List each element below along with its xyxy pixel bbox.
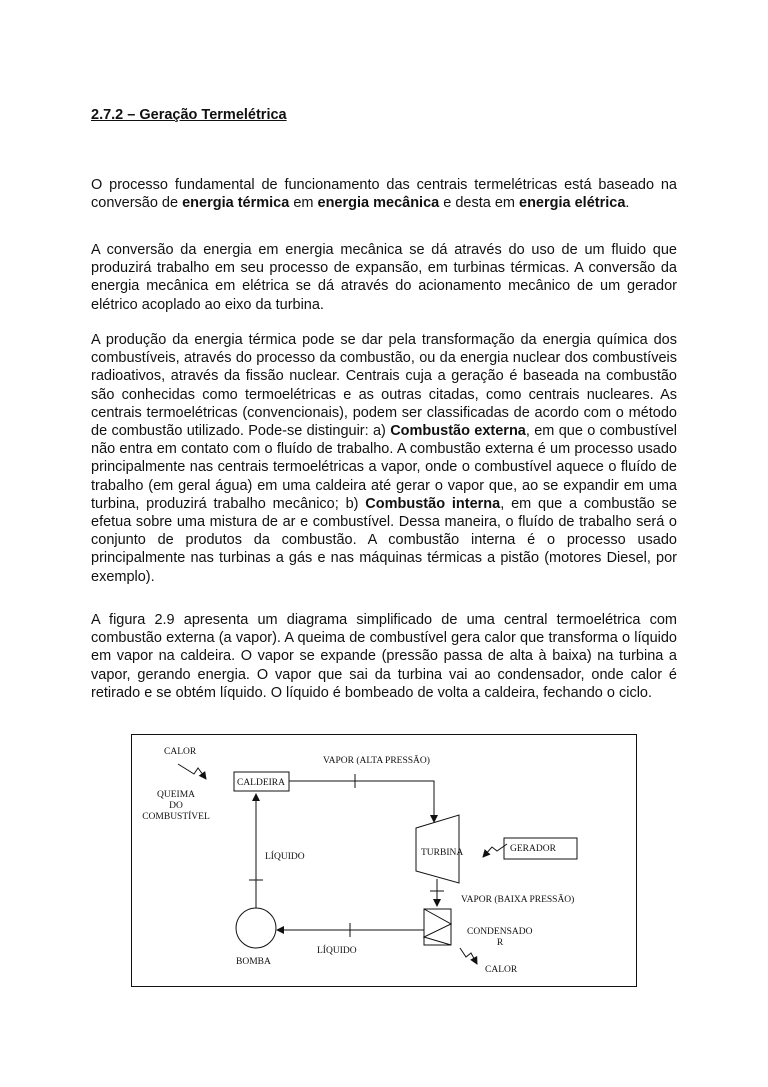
queima-label-2: DO bbox=[169, 801, 183, 811]
bomba-circle bbox=[236, 908, 276, 948]
bold-term: Combustão interna bbox=[365, 495, 501, 512]
vapor-alta-line bbox=[289, 781, 434, 822]
paragraph-combustion: A produção da energia térmica pode se dar pela transformação da energia química dos combustíveis, através do processo da combustão, ou da energia nuclear dos combustíveis radioativos, através da fissão nuclear. Centrais cuja a geração é baseada na combustão são conhecidas como termoelétricas e as outras citadas, como centrais nucleares. As centrais termoelétricas (convencionais), podem ser classificadas de acordo com o método de combustão utilizado. Pode-se distinguir: a) Combustão externa, em que o combustível não entra em contato com o fluído de trabalho. A combustão externa é um processo usado principalmente nas centrais termoelétricas a vapor, onde o combustível aquece o fluído de trabalho (em geral água) em uma caldeira até gerar o vapor que, ao se expandir em uma turbina, produzirá trabalho mecânico; b) Combustão interna, em que a combustão se efetua sobre uma mistura de ar e combustível. Dessa maneira, o fluído de trabalho será o conjunto de produtos da combustão. A combustão interna é o processo usado principalmente nas turbinas a gás e nas máquinas térmicas a pistão (motores Diesel, por exemplo). bbox=[91, 332, 677, 585]
queima-label-1: QUEIMA bbox=[157, 790, 195, 800]
vapor-baixa-label: VAPOR (BAIXA PRESSÃO) bbox=[461, 895, 575, 905]
condensador-label-1: CONDENSADO bbox=[467, 927, 533, 937]
gerador-arrow bbox=[483, 844, 507, 857]
calor-in-label: CALOR bbox=[164, 747, 197, 757]
paragraph-conversion: A conversão da energia em energia mecânica se dá através do uso de um fluido que produzirá trabalho em seu processo de expansão, em turbinas térmicas. A conversão da energia mecânica em elétrica se dá através do acionamento mecânico de um gerador elétrico acoplado ao eixo da turbina. bbox=[91, 242, 677, 313]
gerador-label: GERADOR bbox=[510, 844, 556, 854]
paragraph-figure-description: A figura 2.9 apresenta um diagrama simplificado de uma central termoelétrica com combustão externa (a vapor). A queima de combustível gera calor que transforma o líquido em vapor na caldeira. O vapor se expande (pressão passa de alta à baixa) na turbina a vapor, gerando energia. O vapor que sai da turbina vai ao condensador, onde calor é retirado e se obtém líquido. O líquido é bombeado de volta a caldeira, fechando o ciclo. bbox=[91, 612, 677, 701]
heat-out-arrow bbox=[460, 948, 477, 964]
condensador-coil bbox=[424, 909, 451, 945]
turbina-label: TURBINA bbox=[421, 848, 464, 858]
section-heading: 2.7.2 – Geração Termelétrica bbox=[91, 107, 287, 123]
bold-term: energia térmica bbox=[182, 195, 290, 212]
bold-term: Combustão externa bbox=[390, 423, 526, 440]
vapor-alta-label: VAPOR (ALTA PRESSÃO) bbox=[323, 756, 430, 766]
diagram-frame bbox=[132, 735, 637, 987]
bold-term: energia mecânica bbox=[317, 195, 440, 212]
queima-label-3: COMBUSTÍVEL bbox=[142, 812, 210, 822]
heat-in-arrow bbox=[178, 764, 206, 779]
thermal-plant-diagram bbox=[131, 734, 637, 987]
condensador-label-2: R bbox=[496, 938, 504, 948]
bold-term: energia elétrica bbox=[519, 195, 626, 212]
condensador-box bbox=[424, 909, 451, 945]
liquido-bottom-label: LÍQUIDO bbox=[317, 946, 357, 956]
caldeira-label: CALDEIRA bbox=[236, 778, 286, 788]
calor-out-label: CALOR bbox=[485, 965, 518, 975]
bomba-label: BOMBA bbox=[236, 957, 271, 967]
paragraph-intro: O processo fundamental de funcionamento das centrais termelétricas está baseado na conversão de energia térmica em energia mecânica e desta em energia elétrica. bbox=[91, 177, 677, 212]
liquido-left-label: LÍQUIDO bbox=[265, 852, 305, 862]
